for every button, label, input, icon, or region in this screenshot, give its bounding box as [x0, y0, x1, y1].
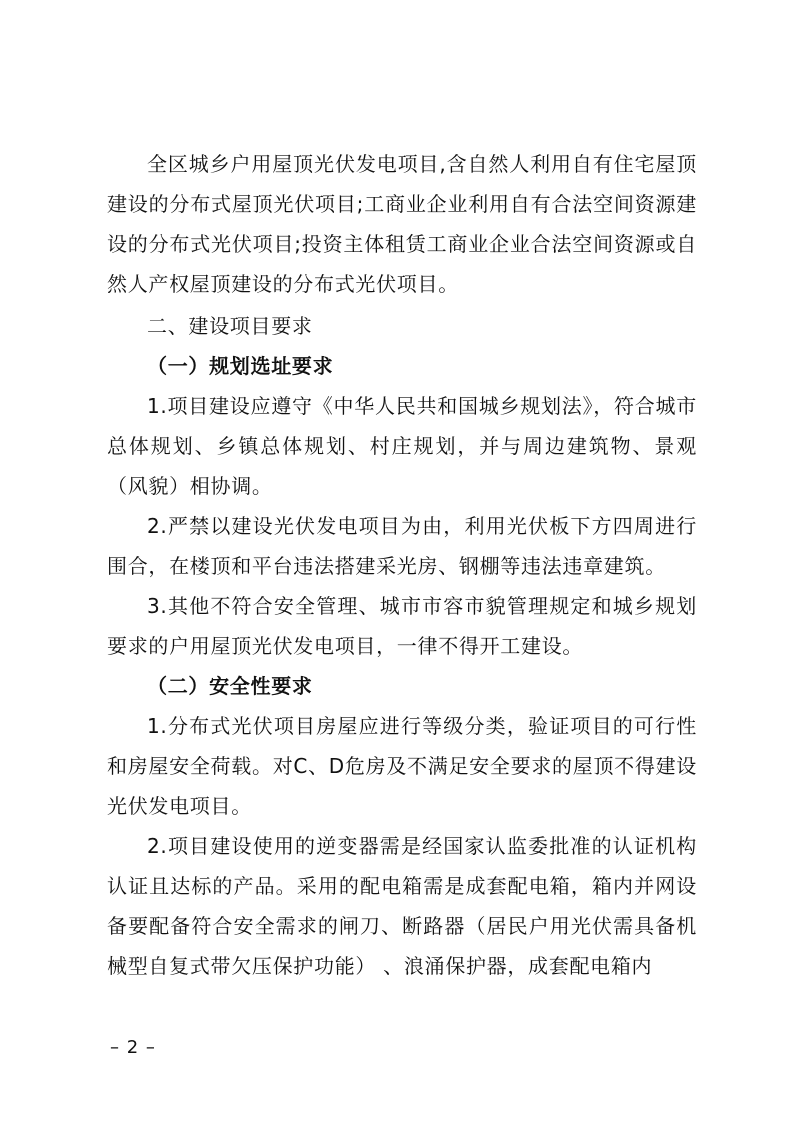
safety-item-1-paragraph: 1.分布式光伏项目房屋应进行等级分类，验证项目的可行性和房屋安全荷载。对C、D危房及不满足安全要求的屋顶不得建设光伏发电项目。	[107, 714, 697, 818]
safety-item-2-paragraph: 2.项目建设使用的逆变器需是经国家认监委批准的认证机构认证且达标的产品。采用的配电箱需是成套配电箱，箱内并网设备要配备符合安全需求的闸刀、断路器（居民户用光伏需具备机械型自复式带欠压保护功能） 、浪涌保护器，成套配电箱内	[107, 834, 697, 978]
scope-paragraph: 全区城乡户用屋顶光伏发电项目,含自然人利用自有住宅屋顶建设的分布式屋顶光伏项目;工商业企业利用自有合法空间资源建设的分布式光伏项目;投资主体租赁工商业企业合法空间资源或自然人产权屋顶建设的分布式光伏项目。	[107, 152, 697, 296]
subsection-heading-safety: （二）安全性要求	[147, 674, 313, 698]
planning-item-3-paragraph: 3.其他不符合安全管理、城市市容市貌管理规定和城乡规划要求的户用屋顶光伏发电项目，一律不得开工建设。	[107, 594, 697, 658]
section-heading-construction-requirements: 二、建设项目要求	[147, 314, 313, 338]
planning-item-1-paragraph: 1.项目建设应遵守《中华人民共和国城乡规划法》，符合城市总体规划、乡镇总体规划、村庄规划，并与周边建筑物、景观（风貌）相协调。	[107, 394, 697, 498]
page-number: – 2 –	[110, 1037, 156, 1058]
subsection-heading-planning-siting: （一）规划选址要求	[147, 354, 334, 378]
planning-item-2-paragraph: 2.严禁以建设光伏发电项目为由，利用光伏板下方四周进行围合，在楼顶和平台违法搭建采光房、钢棚等违法违章建筑。	[107, 514, 697, 578]
